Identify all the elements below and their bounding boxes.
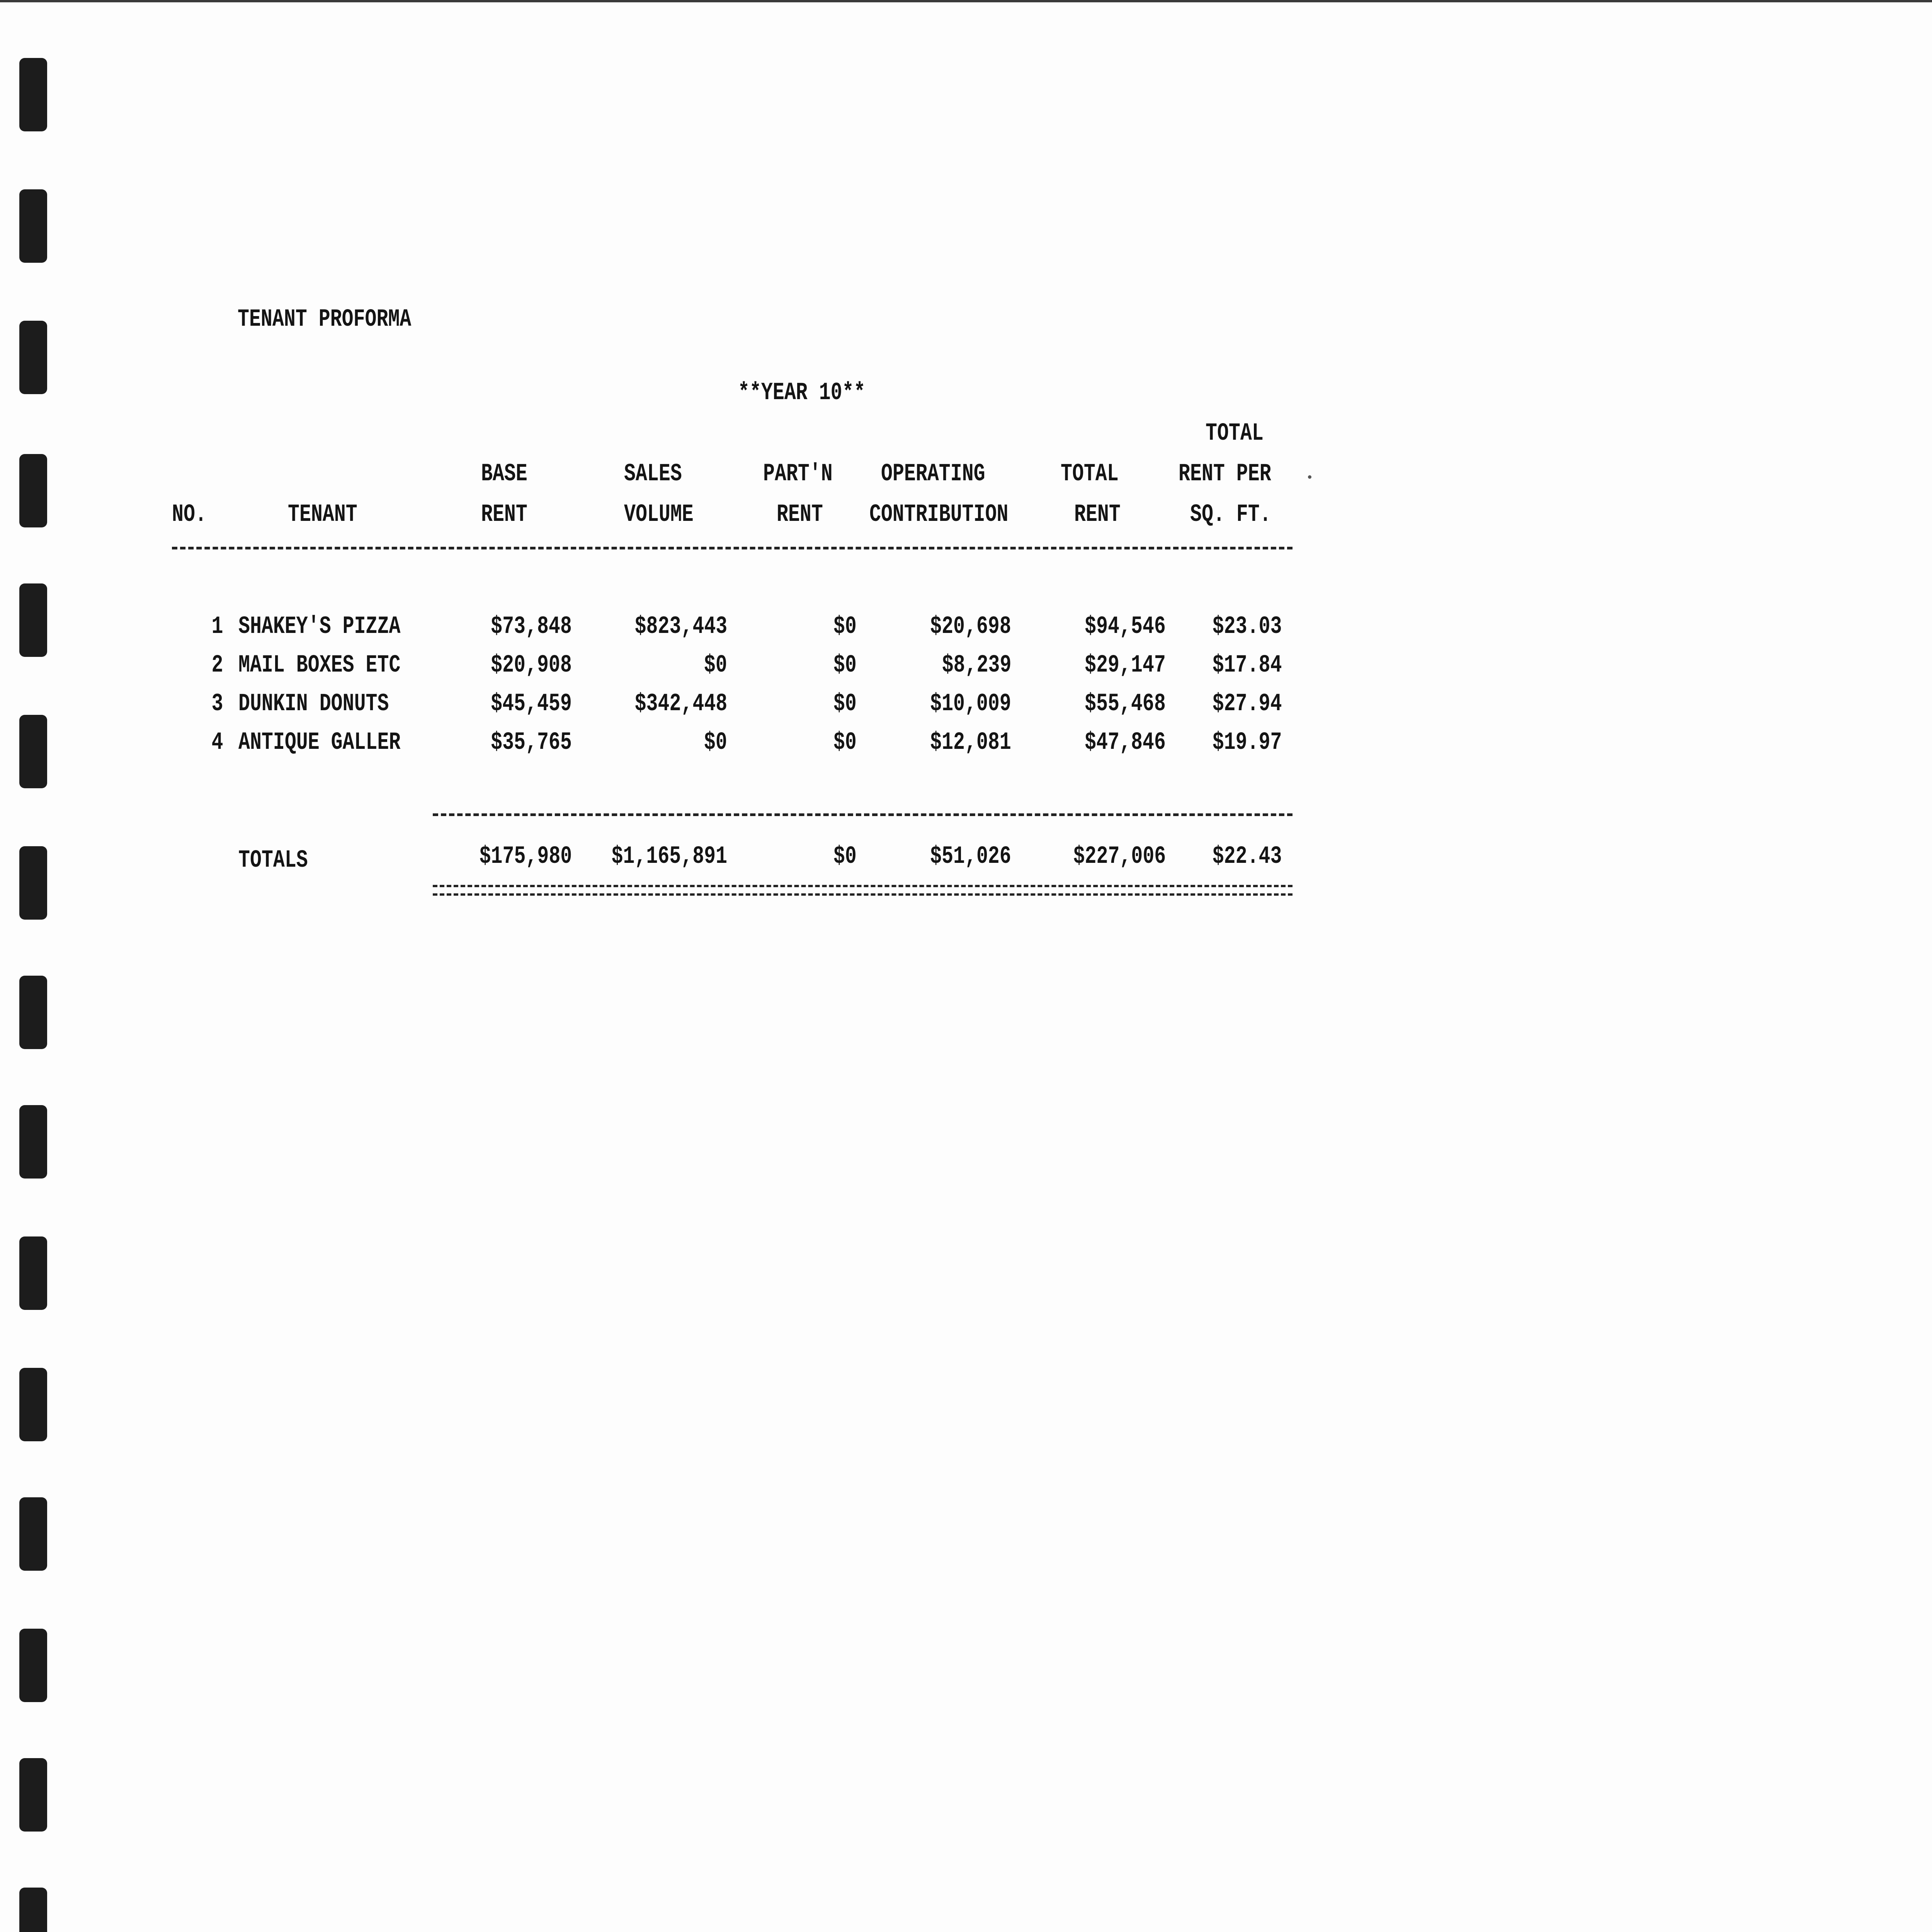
row-partn-rent: $0 — [833, 690, 857, 718]
row-sales-volume: $342,448 — [634, 690, 727, 718]
row-partn-rent: $0 — [833, 729, 857, 757]
totals-total-rent: $227,006 — [1073, 843, 1166, 871]
col-header-operating-contribution: CONTRIBUTION — [869, 501, 1009, 529]
totals-divider — [433, 813, 1293, 816]
report-title: TENANT PROFORMA — [238, 306, 412, 333]
col-header-partn-rent: PART'N — [763, 460, 833, 488]
col-header-rent-per-sqft: TOTAL — [1206, 420, 1264, 447]
row-sales-volume: $0 — [704, 729, 727, 757]
row-base-rent: $45,459 — [491, 690, 572, 718]
row-no: 3 — [211, 690, 223, 718]
col-header-partn-rent: RENT — [777, 501, 823, 529]
row-tenant: ANTIQUE GALLER — [238, 729, 401, 757]
col-header-tenant: TENANT — [288, 501, 357, 529]
row-total-rent: $55,468 — [1085, 690, 1166, 718]
totals-double-underline — [433, 885, 1293, 896]
col-header-total-rent: TOTAL — [1061, 460, 1119, 488]
col-header-no: NO. — [172, 501, 207, 529]
totals-rent-per-sqft: $22.43 — [1212, 843, 1282, 871]
row-operating-contribution: $12,081 — [930, 729, 1011, 757]
col-header-rent-per-sqft: SQ. FT. — [1190, 501, 1271, 529]
row-no: 4 — [211, 729, 223, 757]
col-header-total-rent: RENT — [1074, 501, 1121, 529]
header-divider — [172, 547, 1293, 549]
row-sales-volume: $823,443 — [634, 613, 727, 641]
row-base-rent: $73,848 — [491, 613, 572, 641]
totals-partn-rent: $0 — [833, 843, 857, 871]
row-total-rent: $94,546 — [1085, 613, 1166, 641]
row-rent-per-sqft: $19.97 — [1212, 729, 1282, 757]
col-header-sales-volume: SALES — [624, 460, 682, 488]
row-tenant: SHAKEY'S PIZZA — [238, 613, 401, 641]
row-base-rent: $20,908 — [491, 651, 572, 679]
row-total-rent: $47,846 — [1085, 729, 1166, 757]
row-operating-contribution: $10,009 — [930, 690, 1011, 718]
totals-base-rent: $175,980 — [479, 843, 572, 871]
row-operating-contribution: $20,698 — [930, 613, 1011, 641]
row-partn-rent: $0 — [833, 651, 857, 679]
totals-operating-contribution: $51,026 — [930, 843, 1011, 871]
row-sales-volume: $0 — [704, 651, 727, 679]
row-no: 1 — [211, 613, 223, 641]
row-base-rent: $35,765 — [491, 729, 572, 757]
row-partn-rent: $0 — [833, 613, 857, 641]
row-rent-per-sqft: $27.94 — [1212, 690, 1282, 718]
row-total-rent: $29,147 — [1085, 651, 1166, 679]
row-tenant: DUNKIN DONUTS — [238, 690, 389, 718]
row-tenant: MAIL BOXES ETC — [238, 651, 401, 679]
col-header-base-rent: BASE — [481, 460, 527, 488]
col-header-sales-volume: VOLUME — [624, 501, 694, 529]
row-no: 2 — [211, 651, 223, 679]
totals-sales-volume: $1,165,891 — [611, 843, 727, 871]
row-operating-contribution: $8,239 — [942, 651, 1011, 679]
col-header-operating-contribution: OPERATING — [881, 460, 985, 488]
row-rent-per-sqft: $17.84 — [1212, 651, 1282, 679]
row-rent-per-sqft: $23.03 — [1212, 613, 1282, 641]
col-header-rent-per-sqft: RENT PER — [1179, 460, 1271, 488]
col-header-base-rent: RENT — [481, 501, 527, 529]
year-label: **YEAR 10** — [738, 379, 866, 407]
totals-label: TOTALS — [238, 847, 308, 874]
